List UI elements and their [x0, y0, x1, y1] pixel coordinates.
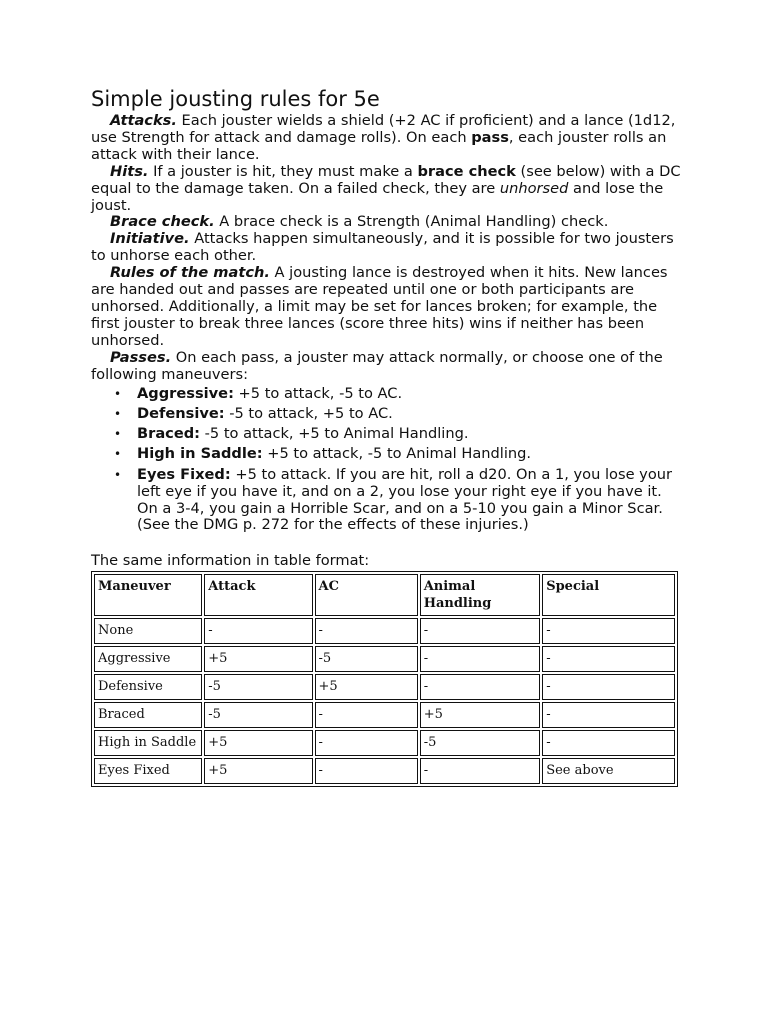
table-cell: - [542, 702, 675, 728]
table-cell: - [420, 758, 541, 784]
table-cell: - [542, 646, 675, 672]
table-cell: - [542, 674, 675, 700]
table-cell: - [542, 618, 675, 644]
hits-text-1: If a jouster is hit, they must make a [148, 162, 418, 180]
table-cell: - [420, 646, 541, 672]
column-header: AC [315, 574, 418, 616]
list-item [114, 404, 681, 423]
attacks-lead: Attacks. [110, 112, 177, 129]
hits-text-3: and lose the joust. [91, 179, 664, 214]
table-cell: - [315, 702, 418, 728]
bullet-icon: • [114, 386, 122, 401]
table-cell: -5 [420, 730, 541, 756]
hits-text-2: (see below) with a DC equal to the damage taken. On a failed check, they are [91, 162, 681, 197]
table-cell: Defensive [94, 674, 202, 700]
table-cell: +5 [204, 758, 312, 784]
table-cell: Aggressive [94, 646, 202, 672]
attacks-text-2: , each jouster rolls an attack with their lance. [91, 128, 667, 163]
table-cell: +5 [420, 702, 541, 728]
table-intro: The same information in table format: [91, 552, 370, 570]
table-cell: Eyes Fixed [94, 758, 202, 784]
table-cell: -5 [204, 674, 312, 700]
table-cell: - [420, 618, 541, 644]
hits-lead: Hits. [110, 162, 149, 180]
bullet-icon: • [114, 427, 122, 442]
maneuver-name: Braced: [137, 425, 200, 443]
bullet-icon: • [114, 447, 122, 462]
table-cell: - [542, 730, 675, 756]
maneuver-text: +5 to attack. If you are hit, roll a d20. On a 1, you lose your left eye if you have it, and on a 2, you lose your right eye if you have it. On a 3-4, you gain a Horrible Scar, and on a 5-10 you gain a Minor Scar. (See the DMG p. 272 for the effects of these injuries.) [137, 465, 673, 534]
table-cell: +5 [315, 674, 418, 700]
maneuver-list [91, 386, 681, 535]
table-row [94, 674, 675, 700]
initiative-text: Attacks happen simultaneously, and it is possible for two jousters to unhorse each other. [91, 230, 674, 265]
list-item [114, 384, 681, 403]
table-cell: -5 [204, 702, 312, 728]
column-header: Special [542, 574, 675, 616]
table-row [94, 702, 675, 728]
list-item [114, 425, 681, 443]
list-item [114, 445, 681, 463]
attacks-term-pass: pass [471, 128, 509, 146]
brace-text: A brace check is a Strength (Animal Handling) check. [214, 213, 609, 231]
paragraph-attacks [91, 113, 681, 164]
table-row [94, 730, 675, 756]
bullet-icon: • [114, 467, 122, 482]
table-cell: - [420, 674, 541, 700]
maneuver-text: +5 to attack, -5 to AC. [233, 384, 403, 402]
table-cell: - [315, 758, 418, 784]
maneuver-name: Defensive: [137, 404, 225, 422]
table-row [94, 758, 675, 784]
table-cell: See above [542, 758, 675, 784]
maneuver-name: High in Saddle: [137, 445, 263, 463]
document-content [91, 86, 681, 787]
table-header-row [94, 574, 675, 616]
table-cell: -5 [315, 646, 418, 672]
paragraph-initiative [91, 231, 681, 265]
paragraph-rules-of-match [91, 265, 681, 350]
table-cell: +5 [204, 646, 312, 672]
initiative-lead: Initiative. [110, 230, 190, 248]
paragraph-hits [91, 164, 681, 215]
brace-lead: Brace check. [110, 213, 215, 231]
table-cell: - [204, 618, 312, 644]
table-cell: +5 [204, 730, 312, 756]
table-cell: - [315, 730, 418, 756]
maneuver-text: -5 to attack, +5 to Animal Handling. [200, 425, 469, 443]
rules-text: A jousting lance is destroyed when it hits. New lances are handed out and passes are repeated until one or both participants are unhorsed. Additionally, a limit may be set for lances broken; for example, the first jouster to break three lances (score three hits) wins if neither has been unhorsed. [91, 264, 668, 349]
hits-term-brace-check: brace check [417, 162, 516, 180]
paragraph-passes [91, 350, 681, 384]
table-cell: - [315, 618, 418, 644]
column-header: Attack [204, 574, 312, 616]
bullet-icon: • [114, 406, 122, 421]
maneuver-table [91, 571, 678, 787]
passes-text: On each pass, a jouster may attack normally, or choose one of the following maneuvers: [91, 348, 663, 383]
table-row [94, 646, 675, 672]
maneuver-text: +5 to attack, -5 to Animal Handling. [262, 445, 532, 463]
column-header: Maneuver [94, 574, 202, 616]
maneuver-text: -5 to attack, +5 to AC. [224, 404, 393, 422]
paragraph-brace-check [91, 214, 681, 231]
document-title: Simple jousting rules for 5e [91, 87, 380, 111]
table-cell: High in Saddle [94, 730, 202, 756]
rules-lead: Rules of the match. [110, 264, 270, 282]
attacks-text-1: Each jouster wields a shield (+2 AC if proficient) and a lance (1d12, use Strength for attack and damage rolls). On each [91, 112, 676, 146]
table-cell: None [94, 618, 202, 644]
table-cell: Braced [94, 702, 202, 728]
maneuver-name: Aggressive: [137, 384, 234, 402]
passes-lead: Passes. [110, 348, 172, 366]
list-item [114, 465, 681, 535]
hits-term-unhorsed: unhorsed [499, 179, 569, 197]
table-row [94, 618, 675, 644]
maneuver-name: Eyes Fixed: [137, 465, 231, 483]
column-header: Animal Handling [420, 574, 541, 616]
